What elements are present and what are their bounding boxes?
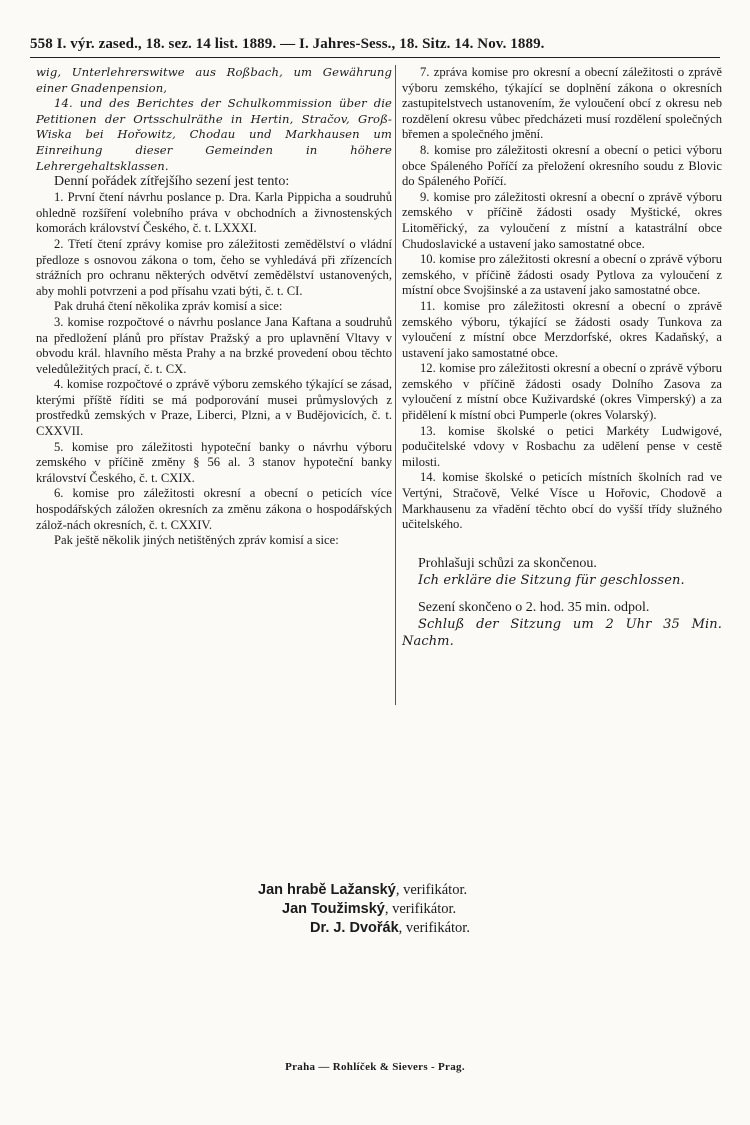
closing-statements <box>402 555 722 650</box>
right-paragraph: 11. komise pro záležitosti okresní a obecní o zprávě zemského výboru, týkající se žádosti osady Tunkova za vyloučení z místní obce Merzdorfské, okres Kadaňský, a ustavení jako samostatné obce. <box>402 298 722 360</box>
left-paragraph: Denní pořádek zítřejšího sezení jest tento: <box>54 174 290 190</box>
right-paragraph: 10. komise pro záležitosti okresní a obecní o zprávě výboru zemského, v příčině žádosti osady Pytlova za vyloučení z místní obce Svojšinské a za ustavení jako samostatné obce. <box>402 252 722 298</box>
text-columns <box>30 65 720 800</box>
closing-czech-2: Sezení skončeno o 2. hod. 35 min. odpol. <box>418 599 650 615</box>
verifiers <box>30 881 720 938</box>
left-paragraph: 1. První čtení návrhu poslance p. Dra. Karla Pippicha a soudruhů ohledně rozšíření volebního práva v obchodních a živnostenských komorách království Českého, č. t. LXXXI. <box>36 190 392 236</box>
verifier-1 <box>30 881 720 900</box>
right-paragraph: 13. komise školské o petici Markéty Ludwigové, podučitelské vdovy v Rosbachu za udělení pense v cestě milosti. <box>402 423 722 469</box>
verifier-role: , verifikátor. <box>395 882 468 898</box>
left-paragraph: 2. Třetí čtení zprávy komise pro záležitosti zemědělství o vládní předloze s osnovou zákona o tom, čeho se vyhledává při zřízencích strážních pro ochranu některých odvětví zemědělství ustanovených, aby mohli potvrzeni a pod přísahu vzati býti, č. t. CI. <box>36 236 392 298</box>
left-paragraph: Pak ještě několik jiných netištěných zpráv komisí a sice: <box>54 533 339 548</box>
verifier-role: , verifikátor. <box>384 901 457 917</box>
closing-german-1: Ich erkläre die Sitzung für geschlossen. <box>418 572 685 588</box>
left-paragraph: 5. komise pro záležitosti hypoteční banky o návrhu výboru zemského v příčině změny § 56 al. 3 stanov hypoteční banky království Českého, č. t. CXIX. <box>36 439 392 485</box>
left-paragraph: wig, Unterlehrerswitwe aus Roßbach, um Gewährung einer Gnadenpension, <box>36 65 392 95</box>
closing-german-2: Schluß der Sitzung um 2 Uhr 35 Min. Nachm. <box>402 616 722 649</box>
right-paragraph: 14. komise školské o peticích místních školních rad ve Vertýni, Stračově, Velké Vísce u Hořovic, Chodově a Markhausenu za vřadění těchto obcí do vyšší třídy služného učitelského. <box>402 470 722 532</box>
left-paragraph: Pak druhá čtení několika zpráv komisí a sice: <box>54 299 283 314</box>
right-paragraph: 9. komise pro záležitosti okresní a obecní o zprávě výboru zemského v příčině žádosti osady Myštické, okres Litoměřický, za vyloučení z místní a katastrální obce Chudoslavické a ustavení jako samostatné obce. <box>402 189 722 251</box>
page <box>30 36 722 1073</box>
right-paragraph: 12. komise pro záležitosti okresní a obecní o zprávě výboru zemského v příčině žádosti osady Dolního Zasova za vyloučení z místní obce Kuživardské (okres Vimperský) a za přidělení k místní obci Pumperle (okres Volarský). <box>402 361 722 423</box>
right-column-items <box>402 65 722 533</box>
verifier-role: , verifikátor. <box>398 920 470 936</box>
left-column <box>36 65 392 549</box>
page-header: 558 I. výr. zased., 18. sez. 14 list. 1889. — I. Jahres-Sess., 18. Sitz. 14. Nov. 1889. <box>30 36 720 58</box>
right-paragraph: 8. komise pro záležitosti okresní a obecní o petici výboru obce Spáleného Poříčí za přeložení okresního soudu z Blovic do Spáleného Poříčí. <box>402 142 722 189</box>
left-paragraph: 6. komise pro záležitosti okresní a obecní o peticích více hospodářských záložen okresních za změnu zákona o hospodářských zálož-nách okresních, č. t. CXXIV. <box>36 486 392 532</box>
right-paragraph: 7. zpráva komise pro okresní a obecní záležitosti o zprávě výboru zemského, týkající se doplnění zákona o okresních zastupitelstvech ustanovením, že vyloučení obcí z okresu neb rozdělení okresu vůbec předcházeti musí rozdělení společných břemen a společného jmění. <box>402 65 722 142</box>
column-divider <box>395 65 396 705</box>
verifier-name: Jan hrabě Lažanský <box>258 882 396 898</box>
left-paragraph: 3. komise rozpočtové o návrhu poslance Jana Kaftana a soudruhů na předložení plánů pro přístav Pražský a pro uplavnění Vltavy v obvodu král. hlavního města Prahy a na brzké provedení obou těchto veledůležitých prací, č. t. CX. <box>36 314 392 376</box>
closing-czech-1: Prohlašuji schůzi za skončenou. <box>418 555 597 571</box>
verifier-2 <box>30 900 720 919</box>
verifier-3 <box>30 919 720 938</box>
verifier-name: Jan Toužimský <box>282 901 385 917</box>
left-paragraph: 4. komise rozpočtové o zprávě výboru zemského týkající se zásad, kterými příště říditi se má podporování musei průmyslových z prostředků zemských v Praze, Liberci, Plzni, a v Budějovicích, č. t. CXXVII. <box>36 377 392 439</box>
verifier-name: Dr. J. Dvořák <box>310 920 399 936</box>
printer-imprint: Praha — Rohlíček & Sievers - Prag. <box>285 1061 465 1073</box>
right-column <box>402 65 722 650</box>
left-paragraph: 14. und des Berichtes der Schulkommission über die Petitionen der Ortsschulräthe in Hertin, Stračov, Groß-Wiska bei Hořowitz, Chodau und Markhausen um Einreihung dieser Gemeinden in höhere Lehrergehaltsklassen. <box>36 96 392 173</box>
